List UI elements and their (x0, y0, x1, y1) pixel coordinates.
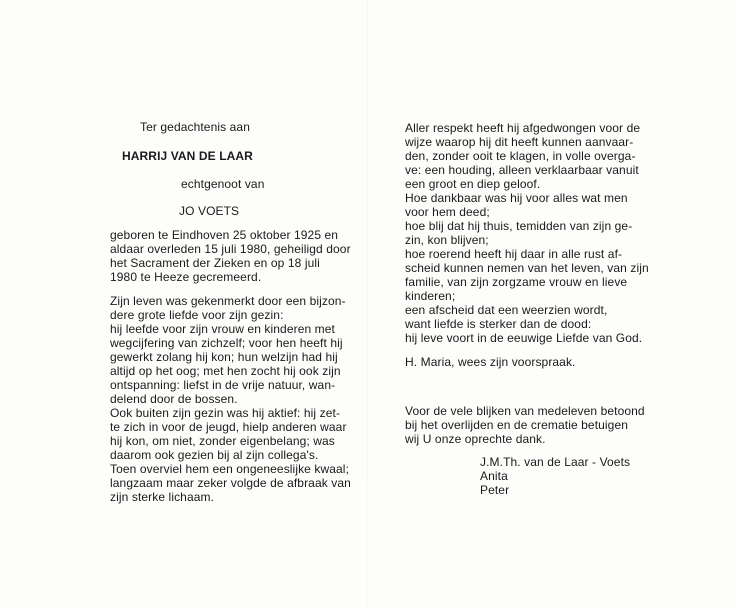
text-line: Aller respekt heeft hij afgedwongen voor de (405, 121, 641, 135)
text-line: ve: een houding, alleen verklaarbaar vanuit (405, 163, 639, 177)
text-line: een afscheid dat een weerzien wordt, (405, 303, 608, 317)
text-line: gewerkt zolang hij kon; hun welzijn had hij (110, 350, 338, 364)
text-line: ontspanning: liefst in de vrije natuur, wan- (110, 378, 336, 392)
text-line: langzaam maar zeker volgde de afbraak van (110, 476, 351, 490)
text-line: scheid kunnen nemen van het leven, van zijn (405, 261, 649, 275)
text-line: hoe roerend heeft hij daar in alle rust af- (405, 247, 623, 261)
text-line: het Sacrament der Zieken en op 18 juli (110, 256, 320, 270)
text-line: 1980 te Heeze gecremeerd. (110, 270, 262, 284)
text-line: dere grote liefde voor zijn gezin: (110, 308, 284, 322)
text-line: kinderen; (405, 289, 456, 303)
text-line: wijze waarop hij dit heeft kunnen aanvaar- (405, 135, 634, 149)
text-line: Voor de vele blijken van medeleven betoond (405, 404, 645, 418)
text-line: Ook buiten zijn gezin was hij aktief: hij zet- (110, 406, 341, 420)
text-line: voor hem deed; (405, 205, 490, 219)
prayer-line: H. Maria, wees zijn voorspraak. (405, 355, 576, 369)
text-line: een groot en diep geloof. (405, 177, 541, 191)
text-line: wegcijfering van zichzelf; voor hen heeft hij (110, 336, 343, 350)
text-line: wij U onze oprechte dank. (405, 432, 546, 446)
memorial-heading: Ter gedachtenis aan (140, 120, 250, 134)
text-line: delend door de bossen. (110, 392, 238, 406)
text-line: Zijn leven was gekenmerkt door een bijzon- (110, 294, 346, 308)
relation-label: echtgenoot van (181, 177, 265, 191)
text-line: aldaar overleden 15 juli 1980, geheiligd door (110, 242, 351, 256)
text-line: daarom ook gezien bij al zijn collega's. (110, 448, 319, 462)
text-line: hoe blij dat hij thuis, temidden van zijn ge- (405, 219, 633, 233)
text-line: familie, van zijn zorgzame vrouw en lieve (405, 275, 628, 289)
card-fold (367, 0, 368, 608)
text-line: zijn sterke lichaam. (110, 490, 215, 504)
deceased-name: HARRIJ VAN DE LAAR (122, 149, 253, 163)
text-line: bij het overlijden en de crematie betuigen (405, 418, 629, 432)
text-line: hij kon, om niet, zonder eigenbelang; was (110, 434, 335, 448)
signature-name: Anita (480, 469, 508, 483)
text-line: te zich in voor de jeugd, hielp anderen waar (110, 420, 347, 434)
text-line: hij leefde voor zijn vrouw en kinderen met (110, 322, 335, 336)
text-line: geboren te Eindhoven 25 oktober 1925 en (110, 228, 339, 242)
text-line: Toen overviel hem een ongeneeslijke kwaal; (110, 462, 350, 476)
text-line: altijd op het oog; met hen zocht hij ook zijn (110, 364, 341, 378)
text-line: hij leve voort in de eeuwige Liefde van God. (405, 331, 643, 345)
text-line: want liefde is sterker dan de dood: (405, 317, 592, 331)
text-line: zin, kon blijven; (405, 233, 489, 247)
text-line: Hoe dankbaar was hij voor alles wat men (405, 191, 628, 205)
text-line: den, zonder ooit te klagen, in volle overga- (405, 149, 636, 163)
signature-name: Peter (480, 483, 510, 497)
signature-name: J.M.Th. van de Laar - Voets (480, 455, 631, 469)
spouse-name: JO VOETS (179, 204, 240, 218)
